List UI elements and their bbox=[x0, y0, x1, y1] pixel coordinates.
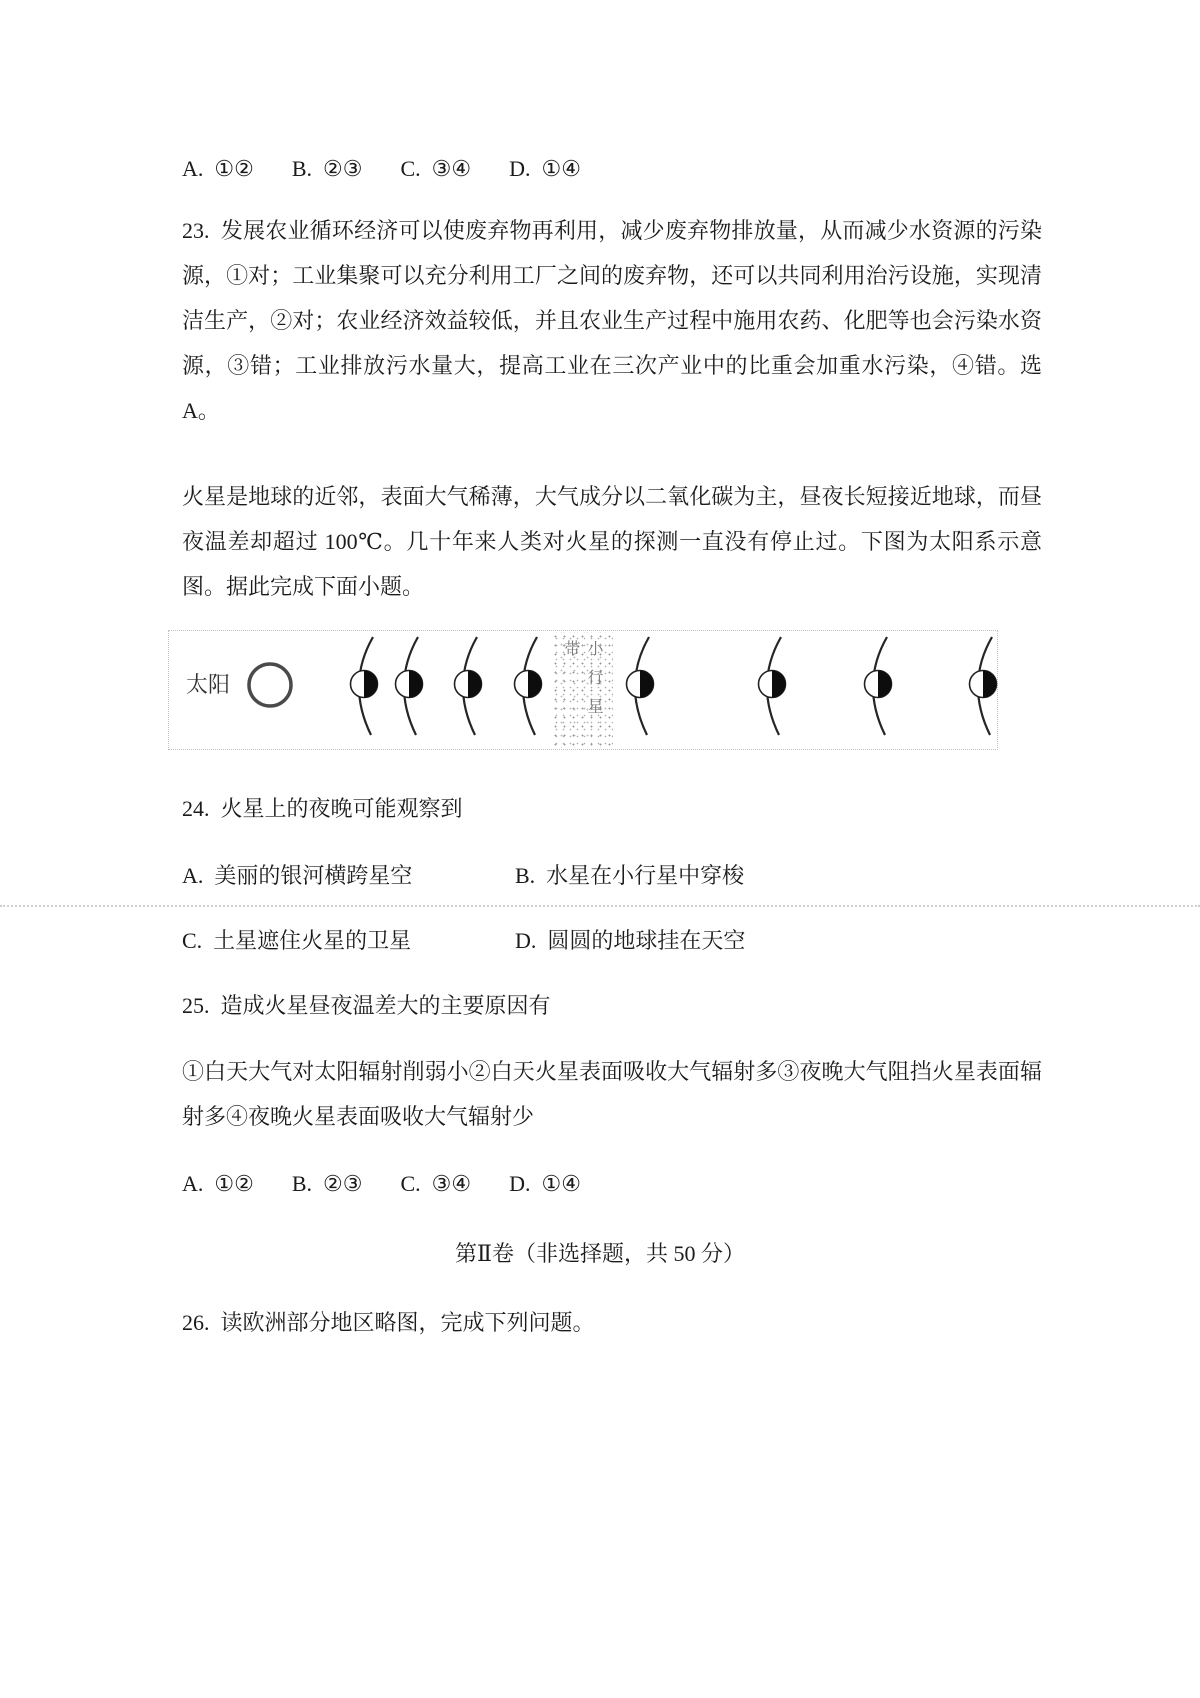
planet bbox=[970, 637, 997, 735]
q24-options-row-1 bbox=[182, 861, 1042, 891]
planet bbox=[351, 637, 378, 735]
planet bbox=[455, 637, 482, 735]
solar-system-figure bbox=[168, 630, 998, 750]
option-b: B. 水星在小行星中穿梭 bbox=[515, 863, 745, 888]
option-d: D. ①④ bbox=[509, 1171, 581, 1196]
asteroid-belt-band bbox=[551, 632, 613, 748]
sun-label: 太阳 bbox=[186, 672, 231, 697]
sun-icon bbox=[249, 664, 291, 706]
question-25-stem: 25. 造成火星昼夜温差大的主要原因有 bbox=[182, 993, 551, 1018]
section-2-title: 第Ⅱ卷（非选择题，共 50 分） bbox=[455, 1241, 745, 1266]
q22-answer-options-row bbox=[182, 154, 1042, 184]
planet bbox=[396, 637, 423, 735]
question-24-stem: 24. 火星上的夜晚可能观察到 bbox=[182, 796, 463, 821]
question-23-explanation: 23. 发展农业循环经济可以使废弃物再利用，减少废弃物排放量，从而减少水资源的污染源，①对；工业集聚可以充分利用工厂之间的废弃物，还可以共同利用治污设施，实现清洁生产，②对；农业经济效益较低，并且农业生产过程中施用农药、化肥等也会污染水资源，③错；工业排放污水量大，提高工业在三次产业中的比重会加重水污染，④错。选A。 bbox=[182, 218, 1042, 423]
page-break-dotted-line bbox=[0, 905, 1200, 907]
option-a: A. 美丽的银河横跨星空 bbox=[182, 863, 413, 888]
option-a: A. ①② bbox=[182, 156, 254, 181]
planet bbox=[759, 637, 786, 735]
q24-options-row-2 bbox=[182, 926, 1042, 956]
option-c: C. ③④ bbox=[400, 156, 472, 181]
option-d: D. ①④ bbox=[509, 156, 581, 181]
mars-intro-paragraph: 火星是地球的近邻，表面大气稀薄，大气成分以二氧化碳为主，昼夜长短接近地球，而昼夜温差却超过 100℃。几十年来人类对火星的探测一直没有停止过。下图为太阳系示意图。据此完成下面小题。 bbox=[182, 484, 1042, 599]
option-b: B. ②③ bbox=[291, 1171, 363, 1196]
option-b: B. ②③ bbox=[291, 156, 363, 181]
planet bbox=[515, 637, 542, 735]
question-25-items: ①白天大气对太阳辐射削弱小②白天火星表面吸收大气辐射多③夜晚大气阻挡火星表面辐射多④夜晚火星表面吸收大气辐射少 bbox=[182, 1059, 1042, 1129]
option-a: A. ①② bbox=[182, 1171, 254, 1196]
planet bbox=[865, 637, 892, 735]
q25-answer-options-row bbox=[182, 1169, 1042, 1199]
planet bbox=[627, 637, 654, 735]
asteroid-belt-label: 小行星带 bbox=[562, 640, 602, 727]
option-c: C. 土星遮住火星的卫星 bbox=[182, 928, 412, 953]
option-d: D. 圆圆的地球挂在天空 bbox=[515, 928, 746, 953]
option-c: C. ③④ bbox=[400, 1171, 472, 1196]
planets-group bbox=[351, 637, 997, 735]
question-26-stem: 26. 读欧洲部分地区略图，完成下列问题。 bbox=[182, 1310, 595, 1335]
